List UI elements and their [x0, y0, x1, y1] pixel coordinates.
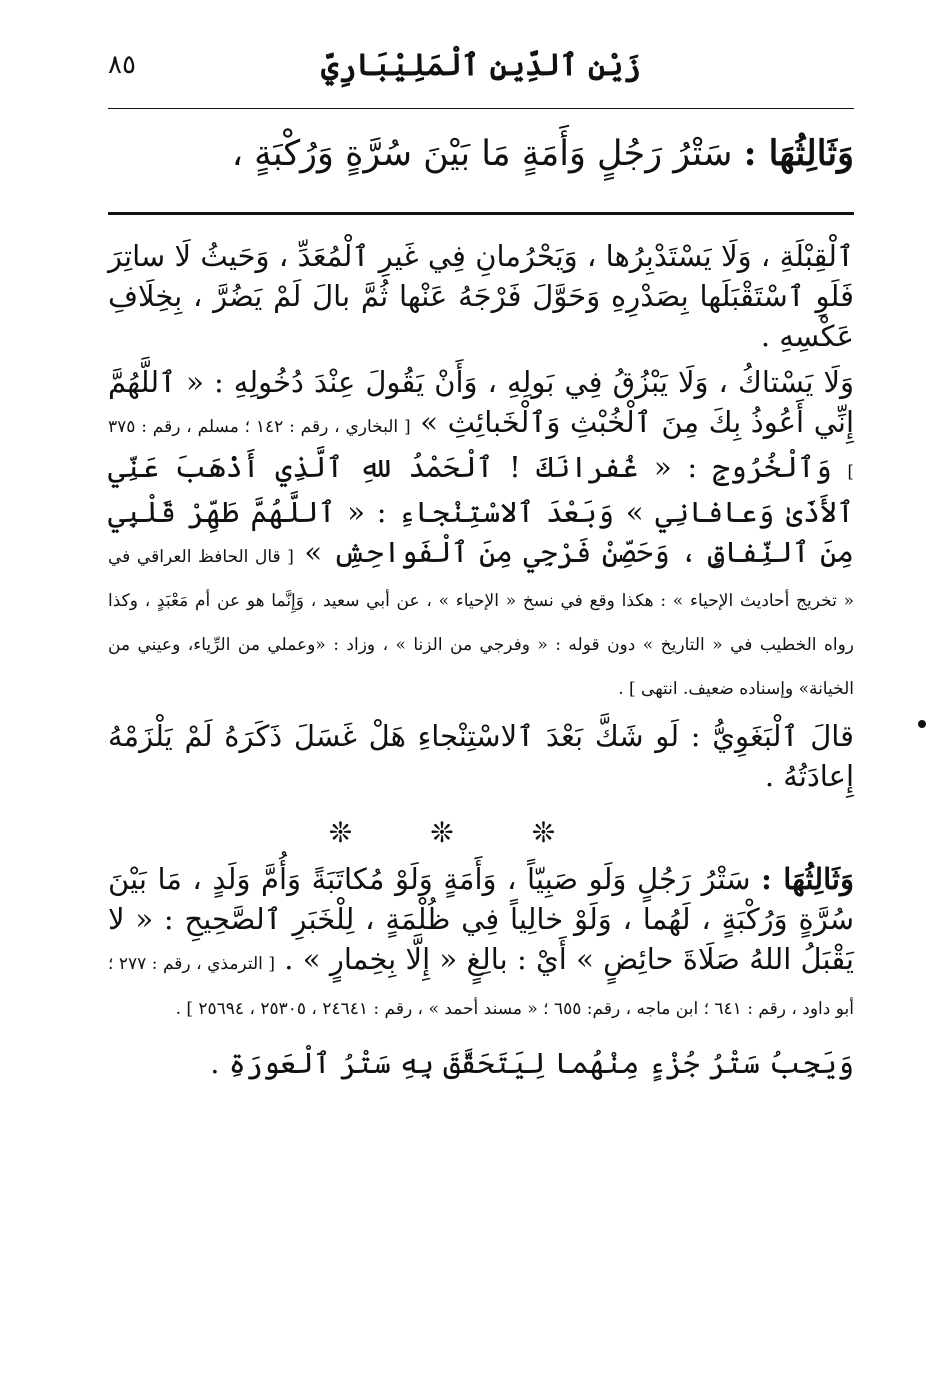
header-rule — [108, 108, 854, 109]
paragraph-2-reference: [ البخاري ، رقم : ١٤٢ ؛ مسلم ، رقم : ٣٧٥ ] — [108, 417, 855, 482]
running-head — [108, 48, 854, 104]
page-number: ٨٥ — [108, 50, 136, 80]
section-rule — [108, 212, 854, 215]
paragraph-2-tail: وَٱلْخُرُوجِ : « غُفرانَكَ ! ٱلْحَمْدُ للهِ ٱلَّذِي أَذْهَبَ عَنِّي ٱلأَذَىٰ وَعافانِي » وَبَعْدَ ٱلاسْتِنْجاءِ : « ٱللَّهُمَّ طَهِّرْ قَلْبِي مِنَ ٱلنِّفاقِ ، وَحَصِّنْ فَرْجِي مِنَ ٱلْفَواحِشِ » — [108, 450, 855, 569]
paragraph-3: قالَ ٱلْبَغَوِيُّ : لَو شَكَّ بَعْدَ ٱلاسْتِنْجاءِ هَلْ غَسَلَ ذَكَرَهُ لَمْ يَلْزَمْهُ إِعادَتُهُ . — [108, 719, 854, 793]
paragraph-2-footnote: [ قال الحافظ العراقي في « تخريج أحاديث الإحياء » : هكذا وقع في نسخ « الإحياء » ، عن أبي سعيد ، وَإِنَّما هو عن أم مَعْبَدٍ ، وكذا رواه الخطيب في « التاريخ » دون قوله : « وفرجي من الزنا » ، وزاد : «وعملي من الرِّياء، وعيني من الخيانة» وإسناده ضعيف. انتهى ] . — [108, 547, 854, 699]
headline-text: سَتْرُ رَجُلٍ وَأَمَةٍ مَا بَيْنَ سُرَّةٍ وَرُكْبَةٍ ، — [231, 134, 733, 174]
paragraph-4 — [108, 859, 854, 1029]
margin-dot — [918, 720, 926, 728]
paragraph-4-lead: وَثَالِثُهَا : — [761, 862, 854, 896]
section-headline — [108, 118, 854, 190]
paragraph-5: وَيَجِبُ سَتْرُ جُزْءٍ مِنْهُما لِيَتَحَقَّقَ بِهِ سَتْرُ ٱلْعَورَةِ . — [210, 1046, 854, 1080]
paragraph-4-text: سَتْرُ رَجُلٍ وَلَو صَبِيّاً ، وَأَمَةٍ وَلَوْ مُكاتَبَةً وَأُمَّ وَلَدٍ ، مَا بَيْنَ سُرَّةٍ وَرُكْبَةٍ ، لَهُما ، وَلَوْ خالِياً فِي ظُلْمَةٍ ، لِلْخَبَرِ ٱلصَّحِيحِ : « لا يَقْبَلُ اللهُ صَلَاةَ حائِضٍ » أَيْ : بالِغٍ « إِلَّا بِخِمارٍ » . — [108, 862, 855, 976]
paragraph-2 — [108, 362, 854, 708]
paragraph-2-text: وَلَا يَسْتاكُ ، وَلَا يَبْزُقُ فِي بَولِهِ ، وَأَنْ يَقُولَ عِنْدَ دُخُولِهِ : « ٱللَّهُمَّ إِنِّي أَعُوذُ بِكَ مِنَ ٱلْخُبْثِ وَٱلْخَبائِثِ » — [108, 365, 855, 439]
paragraph-4-reference: [ الترمذي ، رقم : ٢٧٧ ؛ أبو داود ، رقم : ٦٤١ ؛ ابن ماجه ، رقم: ٦٥٥ ؛ « مسند أحمد » ، رقم : ٢٤٦٤١ ، ٢٥٣٠٥ ، ٢٥٦٩٤ ] . — [108, 954, 854, 1019]
section-divider-stars: ❊❊❊ — [328, 816, 634, 849]
headline-lead: وَثَالِثُهَا : — [743, 133, 854, 174]
running-title: زَيْن ٱلدِّينِ ٱلْمَلِيْبَارِيّ — [321, 48, 641, 83]
body-text — [108, 236, 854, 1083]
paragraph-1: ٱلْقِبْلَةِ ، وَلَا يَسْتَدْبِرُها ، وَيَحْرُمانِ فِي غَيرِ ٱلْمُعَدِّ ، وَحَيثُ لَا ساتِرَ فَلَوِ ٱسْتَقْبَلَها بِصَدْرِهِ وَحَوَّلَ فَرْجَهُ عَنْها ثُمَّ بالَ لَمْ يَضُرَّ ، بِخِلَافِ عَكْسِهِ . — [108, 239, 854, 353]
